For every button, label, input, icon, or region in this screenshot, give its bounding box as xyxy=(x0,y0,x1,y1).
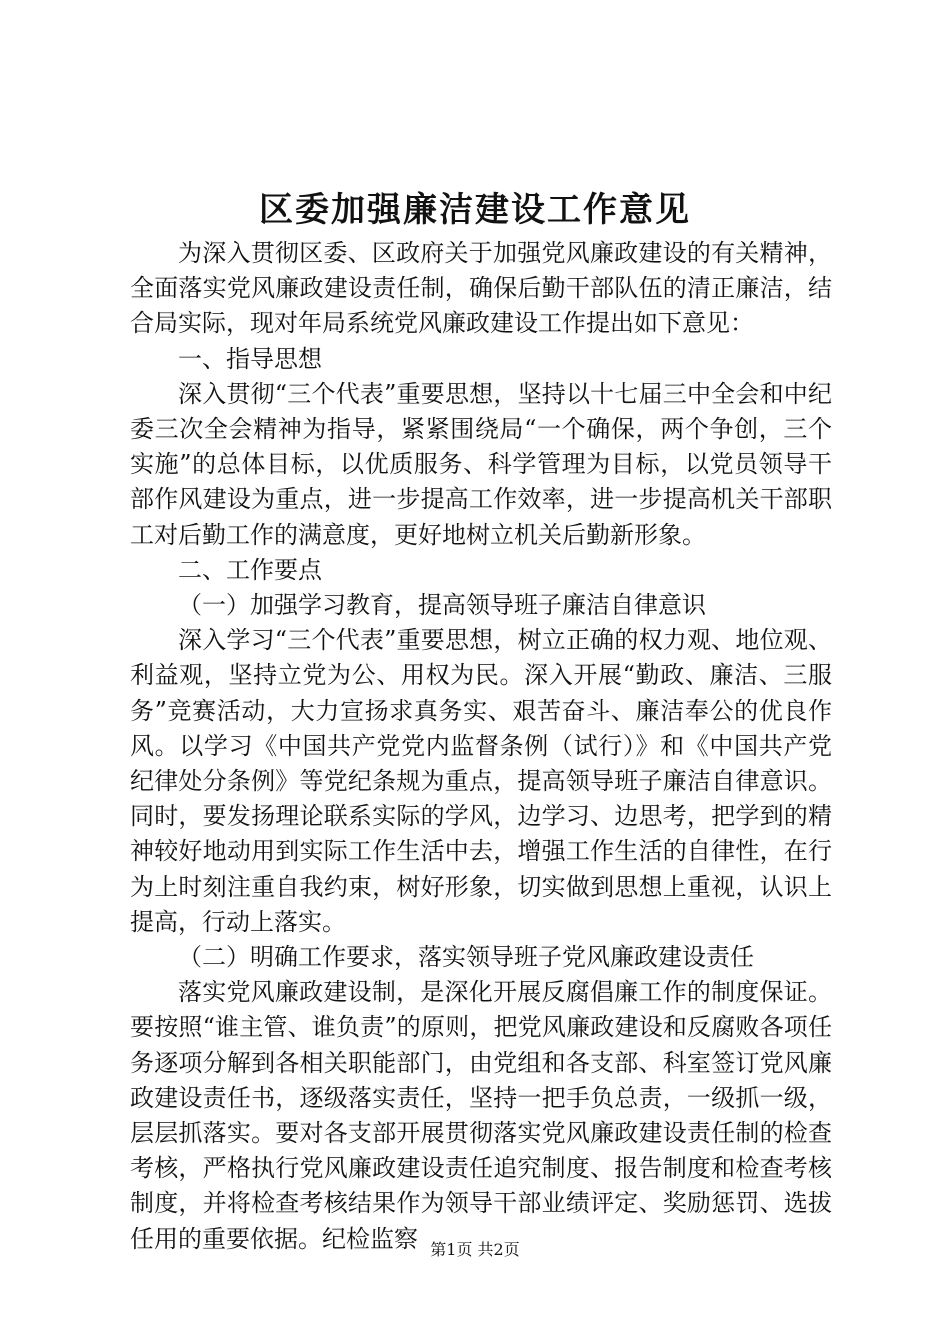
subheading-work-requirements: （二）明确工作要求，落实领导班子党风廉政建设责任 xyxy=(178,943,754,972)
section-heading-work-points: 二、工作要点 xyxy=(178,555,322,584)
document-title: 区委加强廉洁建设工作意见 xyxy=(259,190,691,230)
document-body xyxy=(130,236,832,1257)
intro-paragraph: 为深入贯彻区委、区政府关于加强党风廉政建设的有关精神，全面落实党风廉政建设责任制，确保后勤干部队伍的清正廉洁，结合局实际，现对年局系统党风廉政建设工作提出如下意见： xyxy=(130,239,832,338)
work-requirements-paragraph: 落实党风廉政建设制，是深化开展反腐倡廉工作的制度保证。要按照“谁主管、谁负责”的原则，把党风廉政建设和反腐败各项任务逐项分解到各相关职能部门，由党组和各支部、科室签订党风廉政建设责任书，逐级落实责任，坚持一把手负总责，一级抓一级，层层抓落实。要对各支部开展贯彻落实党风廉政建设责任制的检查考核，严格执行党风廉政建设责任追究制度、报告制度和检查考核制度，并将检查考核结果作为领导干部业绩评定、奖励惩罚、选拔任用的重要依据。纪检监察 xyxy=(130,978,832,1253)
study-education-paragraph: 深入学习“三个代表”重要思想，树立正确的权力观、地位观、利益观，坚持立党为公、用权为民。深入开展“勤政、廉洁、三服务”竞赛活动，大力宣扬求真务实、艰苦奋斗、廉洁奉公的优良作风。以学习《中国共产党党内监督条例（试行）》和《中国共产党纪律处分条例》等党纪条规为重点，提高领导班子廉洁自律意识。同时，要发扬理论联系实际的学风，边学习、边思考，把学到的精神较好地动用到实际工作生活中去，增强工作生活的自律性，在行为上时刻注重自我约束，树好形象，切实做到思想上重视，认识上提高，行动上落实。 xyxy=(130,626,832,936)
section-heading-guiding-thought: 一、指导思想 xyxy=(178,344,322,373)
guiding-thought-paragraph: 深入贯彻“三个代表”重要思想，坚持以十七届三中全会和中纪委三次全会精神为指导，紧紧围绕局“一个确保，两个争创，三个实施”的总体目标，以优质服务、科学管理为目标，以党员领导干部作风建设为重点，进一步提高工作效率，进一步提高机关干部职工对后勤工作的满意度，更好地树立机关后勤新形象。 xyxy=(130,379,832,549)
subheading-study-education: （一）加强学习教育，提高领导班子廉洁自律意识 xyxy=(178,591,706,620)
page-number: 第1页 共2页 xyxy=(430,1240,520,1259)
